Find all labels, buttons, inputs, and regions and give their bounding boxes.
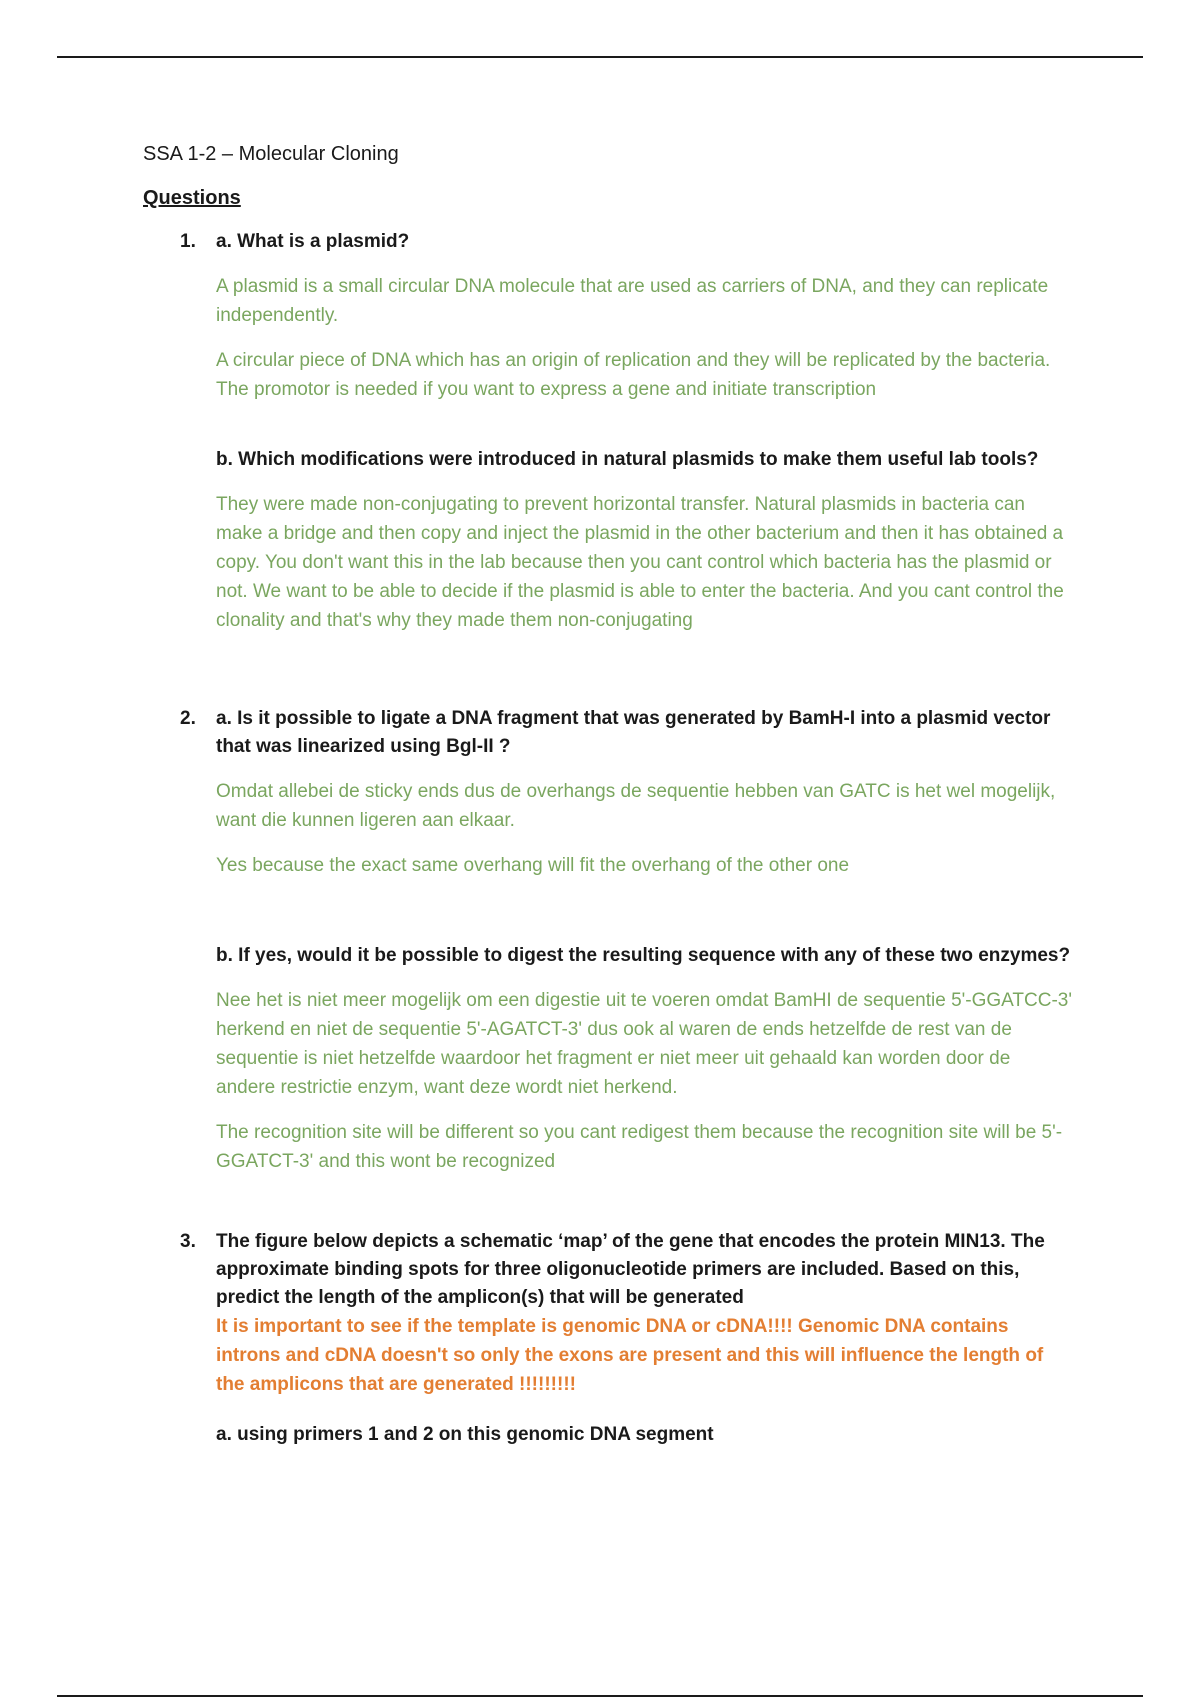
question-3a: a. using primers 1 and 2 on this genomic DNA segment (216, 1424, 714, 1445)
section-heading: Questions (143, 187, 241, 209)
question-3 (143, 1228, 1073, 1449)
footer-rule (57, 1695, 1143, 1697)
answer-2a-1: Omdat allebei de sticky ends dus de overhangs de sequentie hebben van GATC is het wel mogelijk, want die kunnen ligeren aan elkaar. (216, 781, 1056, 831)
question-3-note: It is important to see if the template is genomic DNA or cDNA!!!! Genomic DNA contains introns and cDNA doesn't so only the exons are present and this will influence the length of the amplicons that are generated !!!!!!!!! (216, 1316, 1044, 1395)
question-2b: b. If yes, would it be possible to digest the resulting sequence with any of these two enzymes? (216, 945, 1071, 966)
question-number: 2. (180, 708, 196, 729)
answer-1a-1: A plasmid is a small circular DNA molecule that are used as carriers of DNA, and they can replicate independently. (216, 276, 1049, 326)
question-number: 3. (180, 1231, 196, 1252)
question-1b: b. Which modifications were introduced in natural plasmids to make them useful lab tools? (216, 449, 1039, 470)
question-2 (143, 705, 1073, 1176)
answer-2b-2: The recognition site will be different so you cant redigest them because the recognition site will be 5'-GGATCT-3' and this wont be recognized (216, 1122, 1063, 1172)
question-3-intro: The figure below depicts a schematic ‘map’ of the gene that encodes the protein MIN13. The approximate binding spots for three oligonucleotide primers are included. Based on this, predict the length of the amplicon(s) that will be generated (216, 1231, 1045, 1308)
question-1a: a. What is a plasmid? (216, 231, 410, 252)
answer-2a-2: Yes because the exact same overhang will fit the overhang of the other one (216, 855, 850, 876)
question-2a: a. Is it possible to ligate a DNA fragment that was generated by BamH-I into a plasmid vector that was linearized using Bgl-II ? (216, 708, 1051, 757)
answer-1a-2: A circular piece of DNA which has an origin of replication and they will be replicated by the bacteria. The promotor is needed if you want to express a gene and initiate transcription (216, 350, 1051, 400)
question-number: 1. (180, 231, 196, 252)
answer-1b-1: They were made non-conjugating to prevent horizontal transfer. Natural plasmids in bacteria can make a bridge and then copy and inject the plasmid in the other bacterium and then it has obtained a copy. You don't want this in the lab because then you cant control which bacteria has the plasmid or not. We want to be able to decide if the plasmid is able to enter the bacteria. And you cant control the clonality and that's why they made them non-conjugating (216, 494, 1064, 631)
question-1 (143, 228, 1073, 635)
document-body (143, 140, 1073, 1465)
header-rule (57, 56, 1143, 58)
answer-2b-1: Nee het is niet meer mogelijk om een digestie uit te voeren omdat BamHI de sequentie 5'-GGATCC-3' herkend en niet de sequentie 5'-AGATCT-3' dus ook al waren de ends hetzelfde de rest van de sequentie is niet hetzelfde waardoor het fragment er niet meer uit gehaald kan worden door de andere restrictie enzym, want deze wordt niet herkend. (216, 990, 1072, 1098)
document-title: SSA 1-2 – Molecular Cloning (143, 143, 399, 165)
